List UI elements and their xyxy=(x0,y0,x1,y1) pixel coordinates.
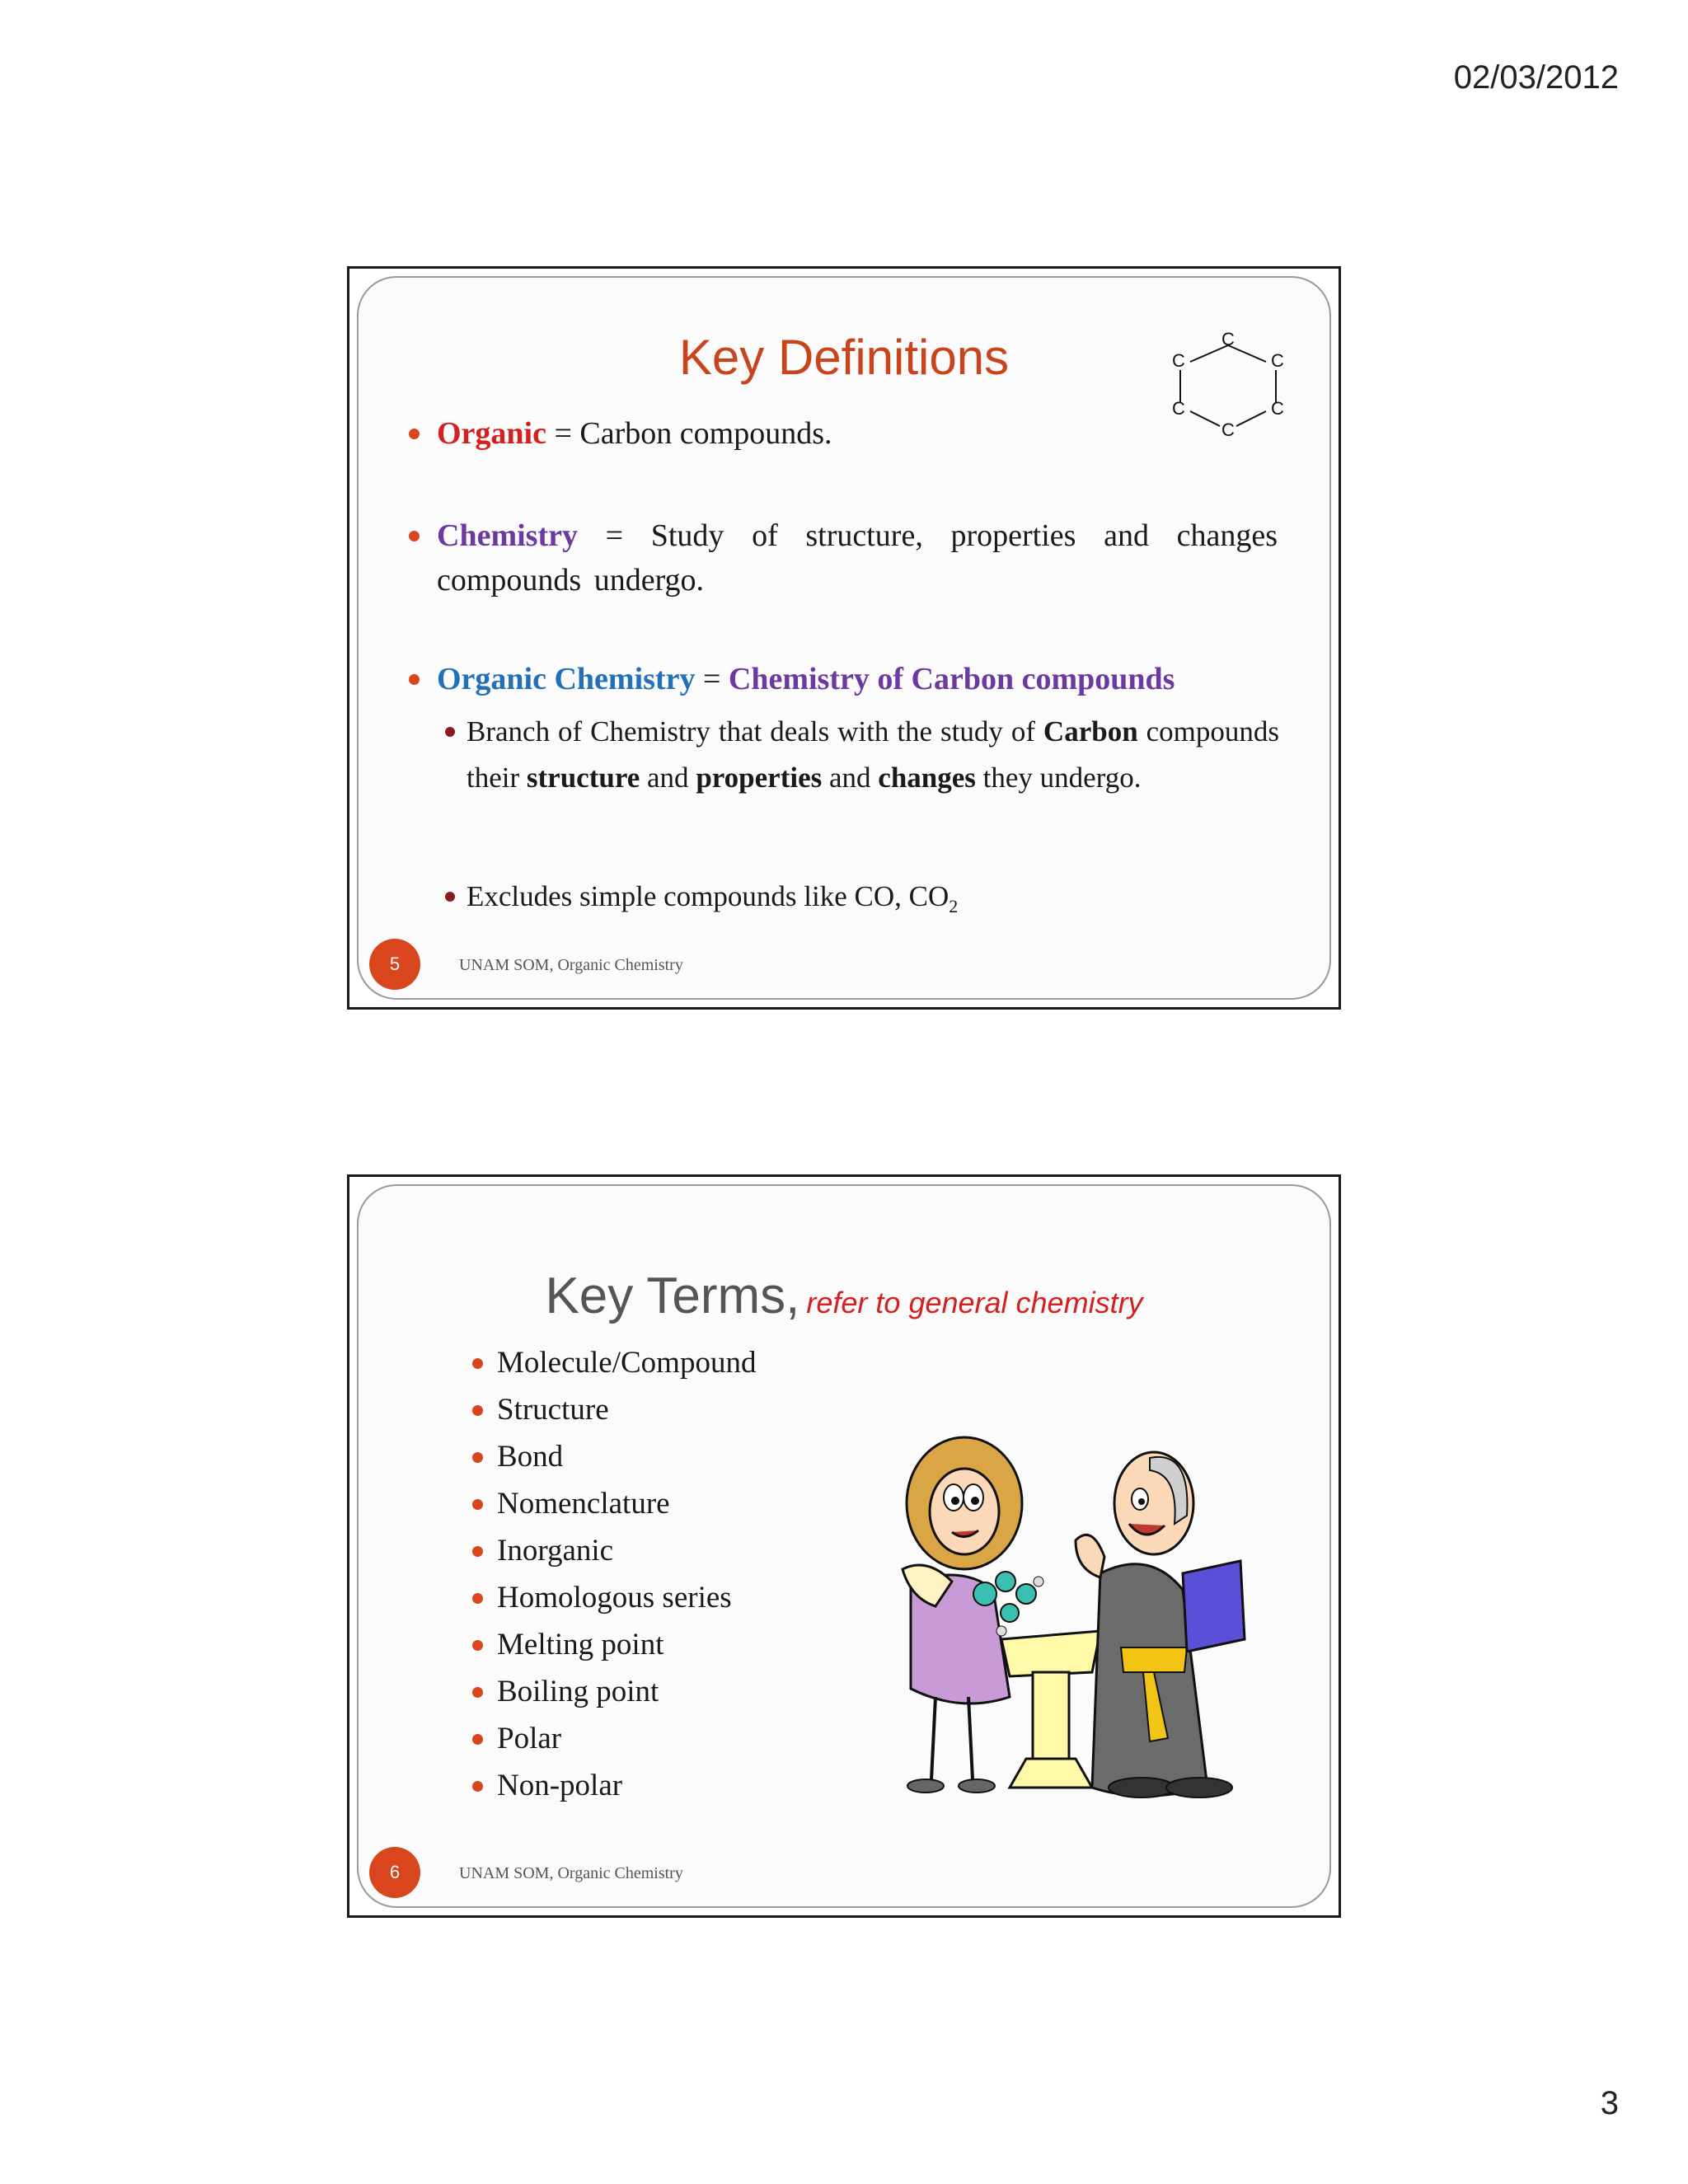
text: Branch of Chemistry that deals with the study of xyxy=(467,715,1043,748)
slide-frame xyxy=(357,1184,1331,1908)
definition-chemistry xyxy=(437,513,1278,602)
atom-label: C xyxy=(1221,419,1235,440)
bullet-icon xyxy=(472,1593,483,1604)
list-item: Structure xyxy=(497,1386,756,1433)
slide-footer: UNAM SOM, Organic Chemistry xyxy=(459,956,683,974)
text: compounds their xyxy=(467,715,1279,794)
page-number: 3 xyxy=(1600,2085,1619,2121)
list-item: Nomenclature xyxy=(497,1480,756,1527)
list-item: Non-polar xyxy=(497,1762,756,1809)
atom-label: C xyxy=(1172,350,1185,371)
text: and xyxy=(640,762,696,794)
list-item: Boiling point xyxy=(497,1668,756,1715)
text-bold: Carbon xyxy=(1043,715,1138,748)
bullet-icon xyxy=(472,1499,483,1510)
list-item: Molecule/Compound xyxy=(497,1339,756,1386)
text: they undergo. xyxy=(975,762,1142,794)
cartoon-scientists-illustration xyxy=(878,1425,1257,1821)
slide-number-badge: 5 xyxy=(369,939,420,990)
definition: Study of structure, properties and changes compounds undergo. xyxy=(437,518,1278,598)
list-item: Melting point xyxy=(497,1621,756,1668)
bullet-icon xyxy=(409,531,420,541)
bullet-icon xyxy=(445,727,455,737)
definition-organic xyxy=(437,411,1261,456)
equals: = xyxy=(546,416,580,451)
text-bold: properties xyxy=(696,762,823,794)
text-bold: changes xyxy=(878,762,976,794)
title-subtitle: refer to general chemistry xyxy=(806,1286,1143,1319)
list-item: Polar xyxy=(497,1715,756,1762)
bullet-icon xyxy=(472,1405,483,1416)
slide-footer: UNAM SOM, Organic Chemistry xyxy=(459,1864,683,1882)
title-main: Key Terms, xyxy=(545,1268,800,1324)
list-item: Bond xyxy=(497,1433,756,1480)
bullet-icon xyxy=(472,1452,483,1463)
text: Excludes simple compounds like CO, CO xyxy=(467,880,950,912)
slide-key-definitions xyxy=(347,266,1341,1010)
slide-frame xyxy=(357,276,1331,1000)
slide-number-badge: 6 xyxy=(369,1847,420,1898)
term: Chemistry xyxy=(437,518,578,553)
definition-organic-chemistry xyxy=(437,657,1294,701)
page-date: 02/03/2012 xyxy=(1453,59,1619,96)
bullet-icon xyxy=(472,1640,483,1651)
sub-bullet-excludes xyxy=(467,874,1279,930)
atom-label: C xyxy=(1172,398,1185,419)
subscript: 2 xyxy=(949,896,959,916)
atom-label: C xyxy=(1221,329,1235,349)
bullet-icon xyxy=(445,892,455,902)
bullet-icon xyxy=(472,1734,483,1745)
atom-label: C xyxy=(1271,350,1284,371)
equals: = xyxy=(577,518,651,553)
bullet-icon xyxy=(472,1687,483,1698)
list-item: Inorganic xyxy=(497,1527,756,1574)
bullet-icon xyxy=(472,1546,483,1557)
sub-bullet-branch xyxy=(467,709,1279,801)
text-bold: structure xyxy=(526,762,640,794)
atom-label: C xyxy=(1271,398,1284,419)
term-list xyxy=(497,1339,756,1809)
bullet-icon xyxy=(409,429,420,439)
slide-key-terms xyxy=(347,1174,1341,1918)
bullet-icon xyxy=(472,1781,483,1792)
equals: = xyxy=(695,662,729,696)
term: Organic xyxy=(437,416,546,451)
list-item: Homologous series xyxy=(497,1574,756,1621)
bullet-icon xyxy=(472,1358,483,1369)
definition: Chemistry of Carbon compounds xyxy=(728,662,1175,696)
bullet-icon xyxy=(409,674,420,685)
definition: Carbon compounds. xyxy=(579,416,832,451)
slide-title xyxy=(359,1267,1329,1325)
text: and xyxy=(822,762,879,794)
slide-title: Key Definitions xyxy=(678,330,1010,385)
term: Organic Chemistry xyxy=(437,662,696,696)
